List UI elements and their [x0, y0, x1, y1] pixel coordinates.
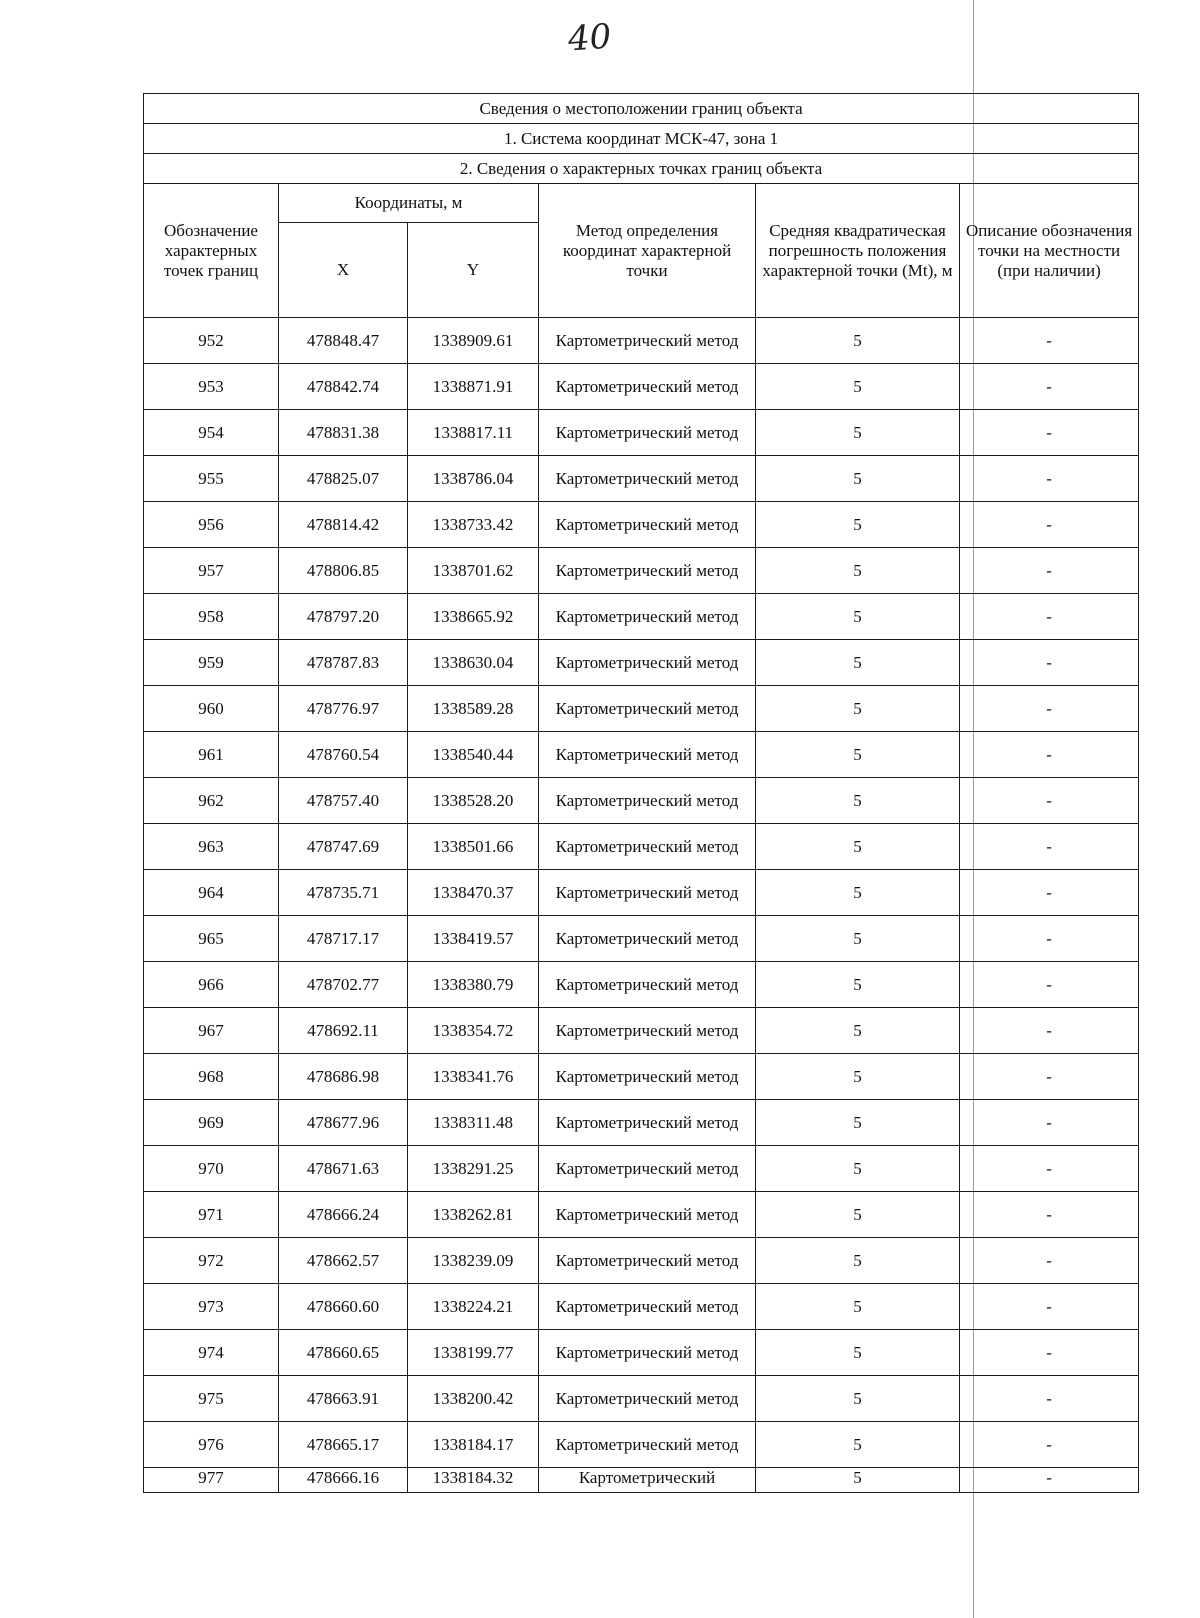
cell-mt: 5	[756, 1330, 960, 1376]
cell-mt: 5	[756, 962, 960, 1008]
table-row	[144, 318, 1139, 364]
cell-y: 1338909.61	[408, 318, 539, 364]
table-row	[144, 732, 1139, 778]
cell-description: -	[960, 456, 1139, 502]
col-header-method: Метод определения координат характерной точки	[539, 184, 756, 318]
cell-method: Картометрический метод	[539, 1054, 756, 1100]
cell-mt: 5	[756, 1054, 960, 1100]
cell-method: Картометрический метод	[539, 778, 756, 824]
table-row	[144, 686, 1139, 732]
cell-point: 954	[144, 410, 279, 456]
cell-description: -	[960, 410, 1139, 456]
cell-description: -	[960, 1238, 1139, 1284]
cell-point: 959	[144, 640, 279, 686]
cell-y: 1338528.20	[408, 778, 539, 824]
cell-point: 975	[144, 1376, 279, 1422]
cell-description: -	[960, 962, 1139, 1008]
coordinate-system: 1. Система координат МСК-47, зона 1	[144, 124, 1139, 154]
cell-y: 1338354.72	[408, 1008, 539, 1054]
cell-mt: 5	[756, 824, 960, 870]
cell-point: 971	[144, 1192, 279, 1238]
cell-y: 1338239.09	[408, 1238, 539, 1284]
col-header-designation: Обозначение характерных точек границ	[144, 184, 279, 318]
cell-mt: 5	[756, 548, 960, 594]
table-row	[144, 824, 1139, 870]
cell-description: -	[960, 1146, 1139, 1192]
cell-x: 478747.69	[279, 824, 408, 870]
cell-x: 478666.16	[279, 1468, 408, 1493]
cell-y: 1338786.04	[408, 456, 539, 502]
cell-mt: 5	[756, 364, 960, 410]
cell-method: Картометрический метод	[539, 1422, 756, 1468]
cell-x: 478848.47	[279, 318, 408, 364]
table-title: Сведения о местоположении границ объекта	[144, 94, 1139, 124]
cell-point: 977	[144, 1468, 279, 1493]
cell-description: -	[960, 502, 1139, 548]
cell-mt: 5	[756, 686, 960, 732]
table-row	[144, 1100, 1139, 1146]
table-row	[144, 410, 1139, 456]
cell-method: Картометрический метод	[539, 1330, 756, 1376]
cell-mt: 5	[756, 1468, 960, 1493]
cell-y: 1338630.04	[408, 640, 539, 686]
cell-method: Картометрический метод	[539, 456, 756, 502]
cell-method: Картометрический метод	[539, 916, 756, 962]
cell-y: 1338224.21	[408, 1284, 539, 1330]
cell-description: -	[960, 1054, 1139, 1100]
cell-point: 968	[144, 1054, 279, 1100]
cell-y: 1338341.76	[408, 1054, 539, 1100]
cell-method: Картометрический метод	[539, 686, 756, 732]
cell-description: -	[960, 548, 1139, 594]
cell-mt: 5	[756, 1422, 960, 1468]
cell-point: 965	[144, 916, 279, 962]
cell-x: 478717.17	[279, 916, 408, 962]
cell-y: 1338262.81	[408, 1192, 539, 1238]
cell-point: 966	[144, 962, 279, 1008]
cell-x: 478663.91	[279, 1376, 408, 1422]
table-row	[144, 1008, 1139, 1054]
cell-description: -	[960, 732, 1139, 778]
col-header-accuracy: Средняя квадратическая погрешность положения характерной точки (Mt), м	[756, 184, 960, 318]
cell-x: 478760.54	[279, 732, 408, 778]
cell-x: 478831.38	[279, 410, 408, 456]
cell-mt: 5	[756, 732, 960, 778]
cell-description: -	[960, 1100, 1139, 1146]
table-row	[144, 364, 1139, 410]
cell-y: 1338184.32	[408, 1468, 539, 1493]
cell-mt: 5	[756, 1008, 960, 1054]
table-row	[144, 1376, 1139, 1422]
cell-x: 478842.74	[279, 364, 408, 410]
cell-y: 1338817.11	[408, 410, 539, 456]
cell-description: -	[960, 1468, 1139, 1493]
cell-y: 1338200.42	[408, 1376, 539, 1422]
cell-x: 478787.83	[279, 640, 408, 686]
boundary-points-table	[143, 93, 1139, 1493]
cell-point: 974	[144, 1330, 279, 1376]
cell-point: 955	[144, 456, 279, 502]
cell-point: 962	[144, 778, 279, 824]
cell-point: 953	[144, 364, 279, 410]
cell-method: Картометрический метод	[539, 548, 756, 594]
cell-method: Картометрический метод	[539, 1192, 756, 1238]
col-header-y: Y	[408, 223, 539, 318]
cell-y: 1338733.42	[408, 502, 539, 548]
cell-method: Картометрический метод	[539, 732, 756, 778]
table-row	[144, 640, 1139, 686]
table-row	[144, 594, 1139, 640]
cell-x: 478757.40	[279, 778, 408, 824]
cell-description: -	[960, 1284, 1139, 1330]
cell-y: 1338701.62	[408, 548, 539, 594]
cell-description: -	[960, 686, 1139, 732]
cell-description: -	[960, 1192, 1139, 1238]
cell-mt: 5	[756, 410, 960, 456]
table-row	[144, 1330, 1139, 1376]
cell-x: 478814.42	[279, 502, 408, 548]
cell-mt: 5	[756, 318, 960, 364]
cell-x: 478806.85	[279, 548, 408, 594]
cell-y: 1338470.37	[408, 870, 539, 916]
cell-description: -	[960, 318, 1139, 364]
cell-description: -	[960, 778, 1139, 824]
cell-method: Картометрический метод	[539, 1238, 756, 1284]
cell-point: 963	[144, 824, 279, 870]
table-row	[144, 1146, 1139, 1192]
cell-x: 478686.98	[279, 1054, 408, 1100]
cell-mt: 5	[756, 1146, 960, 1192]
cell-x: 478677.96	[279, 1100, 408, 1146]
cell-method: Картометрический метод	[539, 364, 756, 410]
cell-y: 1338589.28	[408, 686, 539, 732]
cell-point: 973	[144, 1284, 279, 1330]
cell-x: 478797.20	[279, 594, 408, 640]
table-row	[144, 502, 1139, 548]
cell-method: Картометрический метод	[539, 594, 756, 640]
cell-x: 478692.11	[279, 1008, 408, 1054]
cell-y: 1338540.44	[408, 732, 539, 778]
col-header-x: X	[279, 223, 408, 318]
cell-mt: 5	[756, 1192, 960, 1238]
cell-x: 478662.57	[279, 1238, 408, 1284]
cell-y: 1338871.91	[408, 364, 539, 410]
cell-description: -	[960, 594, 1139, 640]
cell-method: Картометрический метод	[539, 410, 756, 456]
cell-method: Картометрический метод	[539, 824, 756, 870]
cell-y: 1338380.79	[408, 962, 539, 1008]
cell-mt: 5	[756, 640, 960, 686]
cell-x: 478735.71	[279, 870, 408, 916]
cell-mt: 5	[756, 1238, 960, 1284]
table-row	[144, 870, 1139, 916]
cell-point: 958	[144, 594, 279, 640]
cell-point: 964	[144, 870, 279, 916]
cell-mt: 5	[756, 502, 960, 548]
cell-x: 478776.97	[279, 686, 408, 732]
cell-description: -	[960, 1008, 1139, 1054]
cell-x: 478671.63	[279, 1146, 408, 1192]
cell-method: Картометрический метод	[539, 1284, 756, 1330]
cell-y: 1338311.48	[408, 1100, 539, 1146]
cell-point: 969	[144, 1100, 279, 1146]
cell-method: Картометрический метод	[539, 640, 756, 686]
cell-method: Картометрический метод	[539, 1376, 756, 1422]
cell-description: -	[960, 824, 1139, 870]
cell-method: Картометрический метод	[539, 502, 756, 548]
table-row	[144, 1284, 1139, 1330]
cell-point: 960	[144, 686, 279, 732]
cell-x: 478660.65	[279, 1330, 408, 1376]
cell-point: 972	[144, 1238, 279, 1284]
cell-method: Картометрический метод	[539, 962, 756, 1008]
cell-mt: 5	[756, 1284, 960, 1330]
cell-description: -	[960, 916, 1139, 962]
cell-method: Картометрический	[539, 1468, 756, 1493]
table-body	[144, 318, 1139, 1493]
table-row	[144, 916, 1139, 962]
cell-x: 478665.17	[279, 1422, 408, 1468]
cell-method: Картометрический метод	[539, 1146, 756, 1192]
cell-x: 478666.24	[279, 1192, 408, 1238]
cell-x: 478825.07	[279, 456, 408, 502]
points-section-header: 2. Сведения о характерных точках границ объекта	[144, 154, 1139, 184]
cell-y: 1338291.25	[408, 1146, 539, 1192]
cell-y: 1338199.77	[408, 1330, 539, 1376]
cell-mt: 5	[756, 456, 960, 502]
cell-description: -	[960, 1422, 1139, 1468]
cell-description: -	[960, 640, 1139, 686]
cell-mt: 5	[756, 778, 960, 824]
cell-description: -	[960, 364, 1139, 410]
cell-method: Картометрический метод	[539, 318, 756, 364]
cell-description: -	[960, 870, 1139, 916]
cell-point: 970	[144, 1146, 279, 1192]
cell-point: 952	[144, 318, 279, 364]
cell-mt: 5	[756, 594, 960, 640]
cell-point: 957	[144, 548, 279, 594]
cell-description: -	[960, 1376, 1139, 1422]
cell-point: 956	[144, 502, 279, 548]
col-header-description: Описание обозначения точки на местности (при наличии)	[960, 184, 1139, 318]
page-number: 40	[566, 16, 613, 60]
cell-method: Картометрический метод	[539, 870, 756, 916]
cell-method: Картометрический метод	[539, 1008, 756, 1054]
cell-mt: 5	[756, 1100, 960, 1146]
cell-x: 478702.77	[279, 962, 408, 1008]
table-row	[144, 1468, 1139, 1493]
table-row	[144, 778, 1139, 824]
cell-mt: 5	[756, 870, 960, 916]
table-row	[144, 1192, 1139, 1238]
cell-point: 967	[144, 1008, 279, 1054]
cell-x: 478660.60	[279, 1284, 408, 1330]
cell-mt: 5	[756, 1376, 960, 1422]
col-header-coordinates: Координаты, м	[279, 184, 539, 223]
table-row	[144, 456, 1139, 502]
cell-mt: 5	[756, 916, 960, 962]
cell-y: 1338501.66	[408, 824, 539, 870]
cell-y: 1338184.17	[408, 1422, 539, 1468]
cell-y: 1338419.57	[408, 916, 539, 962]
table-row	[144, 1054, 1139, 1100]
table-row	[144, 1238, 1139, 1284]
table-row	[144, 962, 1139, 1008]
table-row	[144, 548, 1139, 594]
table-row	[144, 1422, 1139, 1468]
cell-point: 961	[144, 732, 279, 778]
cell-description: -	[960, 1330, 1139, 1376]
cell-point: 976	[144, 1422, 279, 1468]
cell-method: Картометрический метод	[539, 1100, 756, 1146]
cell-y: 1338665.92	[408, 594, 539, 640]
